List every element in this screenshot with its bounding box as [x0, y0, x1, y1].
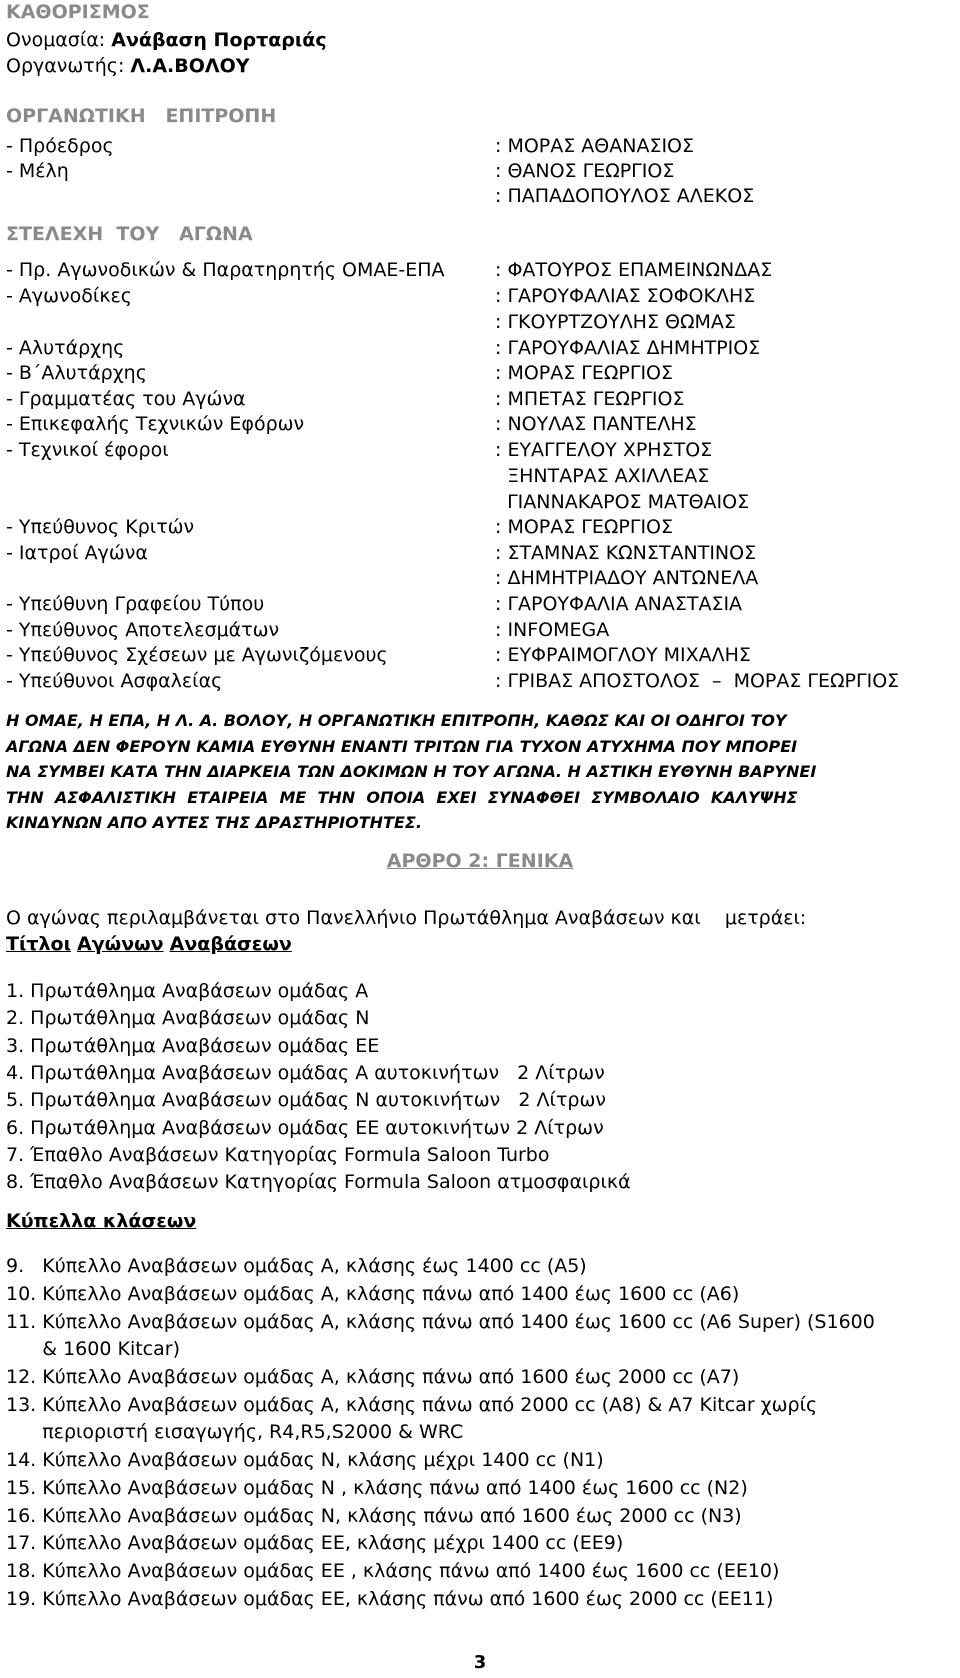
role-label: - Επικεφαλής Τεχνικών Εφόρων	[6, 413, 305, 435]
championship-item: 8. Έπαθλο Αναβάσεων Κατηγορίας Formula Saloon ατμοσφαιρικά	[6, 1171, 631, 1194]
notice-line: ΑΓΩΝΑ ΔΕΝ ΦΕΡΟΥΝ ΚΑΜΙΑ ΕΥΘΥΝΗ ΕΝΑΝΤΙ ΤΡΙΤΩΝ ΓΙΑ ΤΥΧΟΝ ΑΤΥΧΗΜΑ ΠΟΥ ΜΠΟΡΕΙ	[6, 736, 798, 756]
class-cup-item: περιοριστή εισαγωγής, R4,R5,S2000 & WRC	[6, 1421, 464, 1443]
class-cup-item: & 1600 Kitcar)	[6, 1338, 180, 1360]
organizer-line	[6, 54, 249, 78]
person-value: : ΕΥΑΓΓΕΛΟΥ ΧΡΗΣΤΟΣ	[495, 439, 713, 461]
organizer-label: Οργανωτής:	[6, 55, 125, 77]
person-value: : ΓΡΙΒΑΣ ΑΠΟΣΤΟΛΟΣ – ΜΟΡΑΣ ΓΕΩΡΓΙΟΣ	[495, 670, 900, 692]
event-name-label: Ονομασία:	[6, 29, 106, 51]
class-cup-item: 15. Κύπελλο Αναβάσεων ομάδας Ν , κλάσης πάνω από 1400 έως 1600 cc (Ν2)	[6, 1477, 748, 1499]
notice-line: ΤΗΝ ΑΣΦΑΛΙΣΤΙΚΗ ΕΤΑΙΡΕΙΑ ΜΕ ΤΗΝ ΟΠΟΙΑ ΕΧΕΙ ΣΥΝΑΦΘΕΙ ΣΥΜΒΟΛΑΙΟ ΚΑΛΥΨΗΣ	[6, 787, 798, 807]
championship-item: 7. Έπαθλο Αναβάσεων Κατηγορίας Formula Saloon Turbo	[6, 1143, 550, 1166]
titles-word-3: Αναβάσεων	[169, 933, 292, 955]
liability-notice	[6, 708, 954, 836]
person-value: : ΓΚΟΥΡΤΖΟΥΛΗΣ ΘΩΜΑΣ	[495, 311, 736, 333]
titles-line	[6, 931, 292, 957]
person-value: : ΣΤΑΜΝΑΣ ΚΩΝΣΤΑΝΤΙΝΟΣ	[495, 542, 757, 564]
role-label: - Τεχνικοί έφοροι	[6, 439, 169, 461]
organizer-value: Λ.Α.ΒΟΛΟΥ	[130, 55, 250, 77]
role-label: - Β΄Αλυτάρχης	[6, 362, 147, 384]
person-value: : ΜΟΡΑΣ ΑΘΑΝΑΣΙΟΣ	[495, 135, 695, 157]
person-value: : ΓΑΡΟΥΦΑΛΙΑΣ ΔΗΜΗΤΡΙΟΣ	[495, 337, 761, 359]
person-value: : ΦΑΤΟΥΡΟΣ ΕΠΑΜΕΙΝΩΝΔΑΣ	[495, 259, 773, 281]
class-cup-item: 12. Κύπελλο Αναβάσεων ομάδας Α, κλάσης πάνω από 1600 έως 2000 cc (Α7)	[6, 1366, 740, 1388]
role-label: - Υπεύθυνη Γραφείου Τύπου	[6, 593, 265, 615]
role-label: - Πρόεδρος	[6, 135, 114, 157]
class-cup-item: 19. Κύπελλο Αναβάσεων ομάδας ΕΕ, κλάσης πάνω από 1600 έως 2000 cc (ΕΕ11)	[6, 1588, 774, 1610]
championship-item: 2. Πρωτάθλημα Αναβάσεων ομάδας Ν	[6, 1007, 370, 1030]
person-value: : ΔΗΜΗΤΡΙΑΔΟΥ ΑΝΤΩΝΕΛΑ	[495, 567, 759, 589]
role-label: - Υπεύθυνος Κριτών	[6, 516, 195, 538]
championship-item: 5. Πρωτάθλημα Αναβάσεων ομάδας Ν αυτοκινήτων 2 Λίτρων	[6, 1089, 606, 1112]
article-2-intro: Ο αγώνας περιλαμβάνεται στο Πανελλήνιο Πρωτάθλημα Αναβάσεων και μετράει:	[6, 907, 807, 929]
class-cup-item: 17. Κύπελλο Αναβάσεων ομάδας ΕΕ, κλάσης μέχρι 1400 cc (ΕΕ9)	[6, 1532, 624, 1554]
role-label: - Υπεύθυνοι Ασφαλείας	[6, 670, 223, 692]
person-value: ΞΗΝΤΑΡΑΣ ΑΧΙΛΛΕΑΣ	[495, 465, 710, 487]
person-value: : ΜΟΡΑΣ ΓΕΩΡΓΙΟΣ	[495, 362, 674, 384]
class-cups-heading: Κύπελλα κλάσεων	[6, 1210, 197, 1232]
notice-line: ΝΑ ΣΥΜΒΕΙ ΚΑΤΑ ΤΗΝ ΔΙΑΡΚΕΙΑ ΤΩΝ ΔΟΚΙΜΩΝ Η ΤΟΥ ΑΓΩΝΑ. Η ΑΣΤΙΚΗ ΕΥΘΥΝΗ ΒΑΡΥΝΕΙ	[6, 762, 817, 782]
person-value: : INFOMEGA	[495, 619, 610, 641]
officials-title: ΣΤΕΛΕΧΗ ΤΟΥ ΑΓΩΝΑ	[6, 223, 253, 245]
person-value: : ΜΟΡΑΣ ΓΕΩΡΓΙΟΣ	[495, 516, 674, 538]
person-value: : ΕΥΦΡΑΙΜΟΓΛΟΥ ΜΙΧΑΛΗΣ	[495, 644, 751, 666]
event-name-line	[6, 28, 327, 52]
person-value: : ΜΠΕΤΑΣ ΓΕΩΡΓΙΟΣ	[495, 388, 685, 410]
class-cup-item: 18. Κύπελλο Αναβάσεων ομάδας ΕΕ , κλάσης πάνω από 1400 έως 1600 cc (ΕΕ10)	[6, 1560, 780, 1582]
person-value: : ΠΑΠΑΔΟΠΟΥΛΟΣ ΑΛΕΚΟΣ	[495, 185, 755, 207]
role-label: - Αλυτάρχης	[6, 337, 125, 359]
class-cup-item: 13. Κύπελλο Αναβάσεων ομάδας Α, κλάσης πάνω από 2000 cc (Α8) & Α7 Kitcar χωρίς	[6, 1394, 818, 1416]
person-value: : ΓΑΡΟΥΦΑΛΙΑ ΑΝΑΣΤΑΣΙΑ	[495, 593, 743, 615]
role-label: - Αγωνοδίκες	[6, 285, 132, 307]
person-value: : ΘΑΝΟΣ ΓΕΩΡΓΙΟΣ	[495, 160, 675, 182]
class-cup-item: 9. Κύπελλο Αναβάσεων ομάδας Α, κλάσης έως 1400 cc (Α5)	[6, 1255, 587, 1277]
role-label: - Γραμματέας του Αγώνα	[6, 388, 246, 410]
person-value: : ΝΟΥΛΑΣ ΠΑΝΤΕΛΗΣ	[495, 413, 697, 435]
class-cup-item: 11. Κύπελλο Αναβάσεων ομάδας Α, κλάσης πάνω από 1400 έως 1600 cc (Α6 Super) (S1600	[6, 1311, 875, 1333]
role-label: - Υπεύθυνος Σχέσεων με Αγωνιζόμενους	[6, 644, 388, 666]
notice-line: Η ΟΜΑΕ, Η ΕΠΑ, Η Λ. Α. ΒΟΛΟΥ, Η ΟΡΓΑΝΩΤΙΚΗ ΕΠΙΤΡΟΠΗ, ΚΑΘΩΣ ΚΑΙ ΟΙ ΟΔΗΓΟΙ ΤΟΥ	[6, 711, 787, 730]
titles-word-1: Τίτλοι	[6, 933, 71, 955]
committee-title: ΟΡΓΑΝΩΤΙΚΗ ΕΠΙΤΡΟΠΗ	[6, 105, 277, 127]
article-2-heading: ΑΡΘΡΟ 2: ΓΕΝΙΚΑ	[386, 850, 574, 872]
page-number: 3	[473, 1652, 487, 1673]
role-label: - Υπεύθυνος Αποτελεσμάτων	[6, 619, 280, 641]
role-label: - Ιατροί Αγώνα	[6, 542, 148, 564]
role-label: - Πρ. Αγωνοδικών & Παρατηρητής ΟΜΑΕ-ΕΠΑ	[6, 259, 445, 281]
notice-line: ΚΙΝΔΥΝΩΝ ΑΠΟ ΑΥΤΕΣ ΤΗΣ ΔΡΑΣΤΗΡΙΟΤΗΤΕΣ.	[6, 813, 422, 833]
championship-item: 6. Πρωτάθλημα Αναβάσεων ομάδας ΕΕ αυτοκινήτων 2 Λίτρων	[6, 1116, 604, 1139]
championship-item: 3. Πρωτάθλημα Αναβάσεων ομάδας ΕΕ	[6, 1034, 380, 1057]
person-value: : ΓΑΡΟΥΦΑΛΙΑΣ ΣΟΦΟΚΛΗΣ	[495, 285, 756, 307]
titles-word-2: Αγώνων	[77, 933, 164, 955]
definition-heading: ΚΑΘΟΡΙΣΜΟΣ	[6, 1, 150, 23]
class-cup-item: 14. Κύπελλο Αναβάσεων ομάδας Ν, κλάσης μέχρι 1400 cc (Ν1)	[6, 1449, 604, 1471]
event-name-value: Ανάβαση Πορταριάς	[111, 29, 327, 51]
class-cup-item: 16. Κύπελλο Αναβάσεων ομάδας Ν, κλάσης πάνω από 1600 έως 2000 cc (Ν3)	[6, 1505, 742, 1527]
role-label: - Μέλη	[6, 160, 69, 182]
class-cup-item: 10. Κύπελλο Αναβάσεων ομάδας Α, κλάσης πάνω από 1400 έως 1600 cc (Α6)	[6, 1283, 740, 1305]
championship-item: 1. Πρωτάθλημα Αναβάσεων ομάδας Α	[6, 980, 369, 1002]
championship-item: 4. Πρωτάθλημα Αναβάσεων ομάδας Α αυτοκινήτων 2 Λίτρων	[6, 1061, 605, 1084]
person-value: ΓΙΑΝΝΑΚΑΡΟΣ ΜΑΤΘΑΙΟΣ	[495, 491, 750, 513]
